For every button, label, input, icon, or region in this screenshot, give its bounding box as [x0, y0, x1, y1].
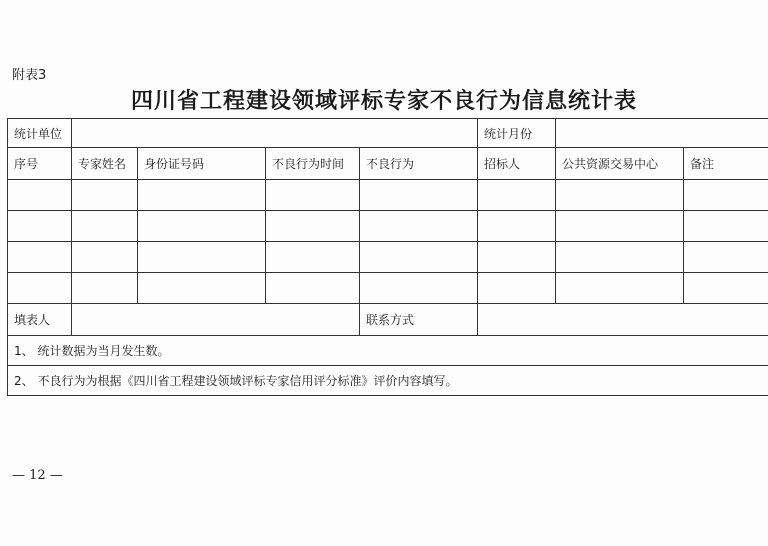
table-cell[interactable] — [138, 242, 266, 273]
table-cell[interactable] — [684, 211, 768, 242]
table-cell[interactable] — [72, 273, 138, 304]
unit-value-cell[interactable] — [72, 119, 478, 148]
table-cell[interactable] — [360, 273, 478, 304]
column-header: 身份证号码 — [138, 148, 266, 180]
contact-label: 联系方式 — [360, 304, 478, 336]
column-header: 序号 — [8, 148, 72, 180]
unit-row — [8, 119, 768, 148]
table-cell[interactable] — [266, 180, 360, 211]
table-cell[interactable] — [684, 180, 768, 211]
header-row — [8, 148, 768, 180]
table-row — [8, 242, 768, 273]
table-cell[interactable] — [556, 242, 684, 273]
table-cell[interactable] — [8, 180, 72, 211]
filler-row — [8, 304, 768, 336]
filler-value-cell[interactable] — [72, 304, 360, 336]
table-cell[interactable] — [8, 273, 72, 304]
table-cell[interactable] — [360, 211, 478, 242]
table-cell[interactable] — [556, 180, 684, 211]
table-row — [8, 211, 768, 242]
table-cell[interactable] — [8, 242, 72, 273]
unit-label: 统计单位 — [8, 119, 72, 148]
table-row — [8, 273, 768, 304]
contact-value-cell[interactable] — [478, 304, 768, 336]
note-row — [8, 366, 768, 396]
table-cell[interactable] — [360, 180, 478, 211]
table-cell[interactable] — [684, 273, 768, 304]
table-cell[interactable] — [138, 273, 266, 304]
column-header: 招标人 — [478, 148, 556, 180]
table-cell[interactable] — [72, 180, 138, 211]
table-cell[interactable] — [478, 180, 556, 211]
table-cell[interactable] — [138, 211, 266, 242]
table-cell[interactable] — [138, 180, 266, 211]
table-cell[interactable] — [266, 273, 360, 304]
column-header: 专家姓名 — [72, 148, 138, 180]
column-header: 公共资源交易中心 — [556, 148, 684, 180]
month-value-cell[interactable] — [556, 119, 768, 148]
month-label: 统计月份 — [478, 119, 556, 148]
table-cell[interactable] — [478, 242, 556, 273]
table-cell[interactable] — [360, 242, 478, 273]
column-header: 不良行为时间 — [266, 148, 360, 180]
attachment-label: 附表3 — [12, 68, 47, 83]
note-text: 1、 统计数据为当月发生数。 — [8, 336, 768, 366]
table-cell[interactable] — [266, 211, 360, 242]
table-cell[interactable] — [556, 273, 684, 304]
table-row — [8, 180, 768, 211]
table-cell[interactable] — [478, 211, 556, 242]
table-cell[interactable] — [478, 273, 556, 304]
note-text: 2、 不良行为为根据《四川省工程建设领域评标专家信用评分标准》评价内容填写。 — [8, 366, 768, 396]
page-number: — 12 — — [12, 468, 63, 483]
column-header: 备注 — [684, 148, 768, 180]
note-row — [8, 336, 768, 366]
column-header: 不良行为 — [360, 148, 478, 180]
page-title: 四川省工程建设领域评标专家不良行为信息统计表 — [130, 88, 637, 114]
table-cell[interactable] — [72, 211, 138, 242]
table-cell[interactable] — [556, 211, 684, 242]
table-cell[interactable] — [8, 211, 72, 242]
table-cell[interactable] — [266, 242, 360, 273]
filler-label: 填表人 — [8, 304, 72, 336]
table-cell[interactable] — [684, 242, 768, 273]
table-cell[interactable] — [72, 242, 138, 273]
statistics-table — [7, 118, 768, 396]
